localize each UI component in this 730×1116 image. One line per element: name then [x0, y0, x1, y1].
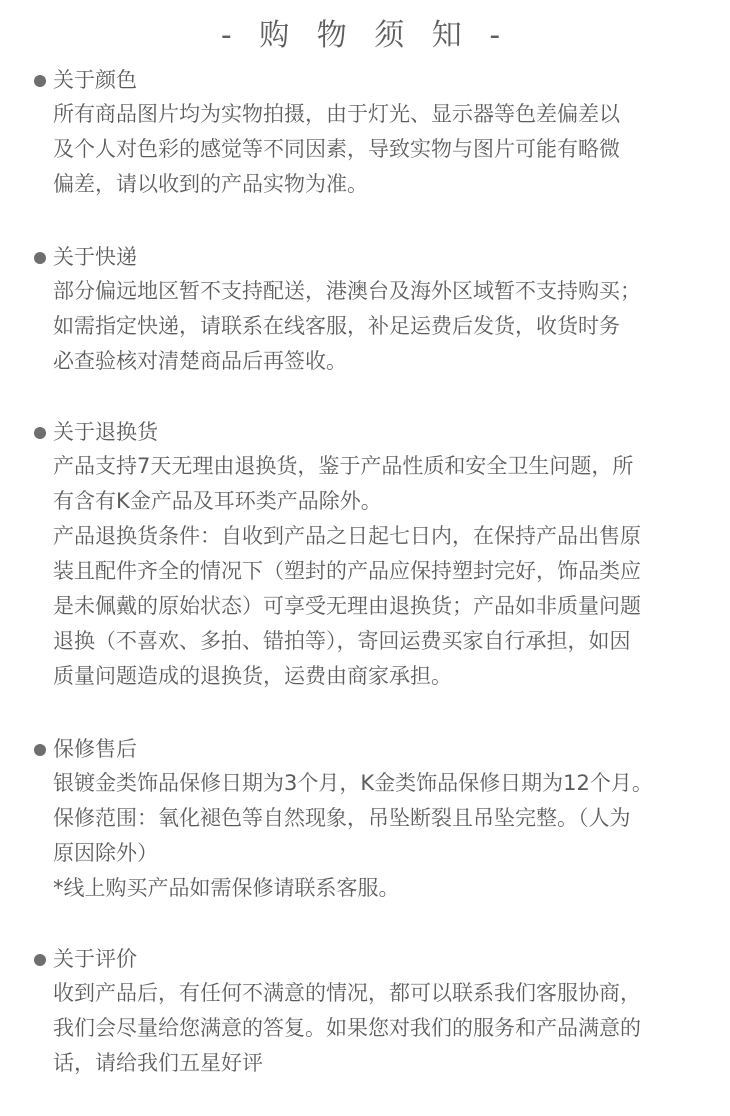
paragraph-line: 是未佩戴的原始状态）可享受无理由退换货；产品如非质量问题 [53, 594, 641, 618]
paragraph-line: 必查验核对清楚商品后再签收。 [53, 349, 347, 373]
bullet-icon [34, 954, 46, 966]
section-heading [0, 240, 730, 274]
section-heading [0, 732, 730, 766]
page-title: - 购 物 须 知 - [220, 18, 510, 53]
section-heading [0, 63, 730, 97]
section-heading-text: 保修售后 [53, 737, 137, 761]
paragraph-line: 保修范围：氧化褪色等自然现象，吊坠断裂且吊坠完整。（人为 [53, 806, 631, 830]
paragraph-line: 偏差，请以收到的产品实物为准。 [53, 172, 368, 196]
paragraph-line: 所有商品图片均为实物拍摄，由于灯光、显示器等色差偏差以 [53, 102, 620, 126]
bullet-icon [34, 744, 46, 756]
section-heading [0, 415, 730, 449]
section-heading-text: 关于退换货 [53, 420, 158, 444]
paragraph-line: 装且配件齐全的情况下（塑封的产品应保持塑封完好，饰品类应 [53, 559, 641, 583]
paragraph-line: 话，请给我们五星好评 [53, 1051, 263, 1075]
paragraph-line: 原因除外） [53, 841, 158, 865]
section-express [0, 240, 730, 379]
paragraph-line: 及个人对色彩的感觉等不同因素，导致实物与图片可能有略微 [53, 137, 620, 161]
section-heading-text: 关于快递 [53, 245, 137, 269]
section-warranty [0, 732, 730, 906]
section-reviews [0, 942, 730, 1081]
section-heading-text: 关于颜色 [53, 68, 137, 92]
section-returns [0, 415, 730, 694]
section-heading [0, 942, 730, 976]
bullet-icon [34, 427, 46, 439]
paragraph-line: 如需指定快递，请联系在线客服，补足运费后发货，收货时务 [53, 314, 620, 338]
paragraph-line: 部分偏远地区暂不支持配送，港澳台及海外区域暂不支持购买； [53, 279, 641, 303]
bullet-icon [34, 252, 46, 264]
section-color [0, 63, 730, 202]
paragraph-line: 质量问题造成的退换货，运费由商家承担。 [53, 664, 452, 688]
paragraph-line: 银镀金类饰品保修日期为3个月，K金类饰品保修日期为12个月。 [53, 771, 653, 795]
paragraph-line: 收到产品后，有任何不满意的情况，都可以联系我们客服协商， [53, 981, 641, 1005]
paragraph-line: 我们会尽量给您满意的答复。如果您对我们的服务和产品满意的 [53, 1016, 641, 1040]
paragraph-line: 有含有K金产品及耳环类产品除外。 [53, 489, 382, 513]
paragraph-line: 产品支持7天无理由退换货，鉴于产品性质和安全卫生问题，所 [53, 454, 634, 478]
paragraph-line: 产品退换货条件：自收到产品之日起七日内，在保持产品出售原 [53, 524, 641, 548]
paragraph-line: 退换（不喜欢、多拍、错拍等），寄回运费买家自行承担，如因 [53, 629, 631, 653]
paragraph-line: *线上购买产品如需保修请联系客服。 [53, 876, 400, 900]
bullet-icon [34, 75, 46, 87]
section-heading-text: 关于评价 [53, 947, 137, 971]
